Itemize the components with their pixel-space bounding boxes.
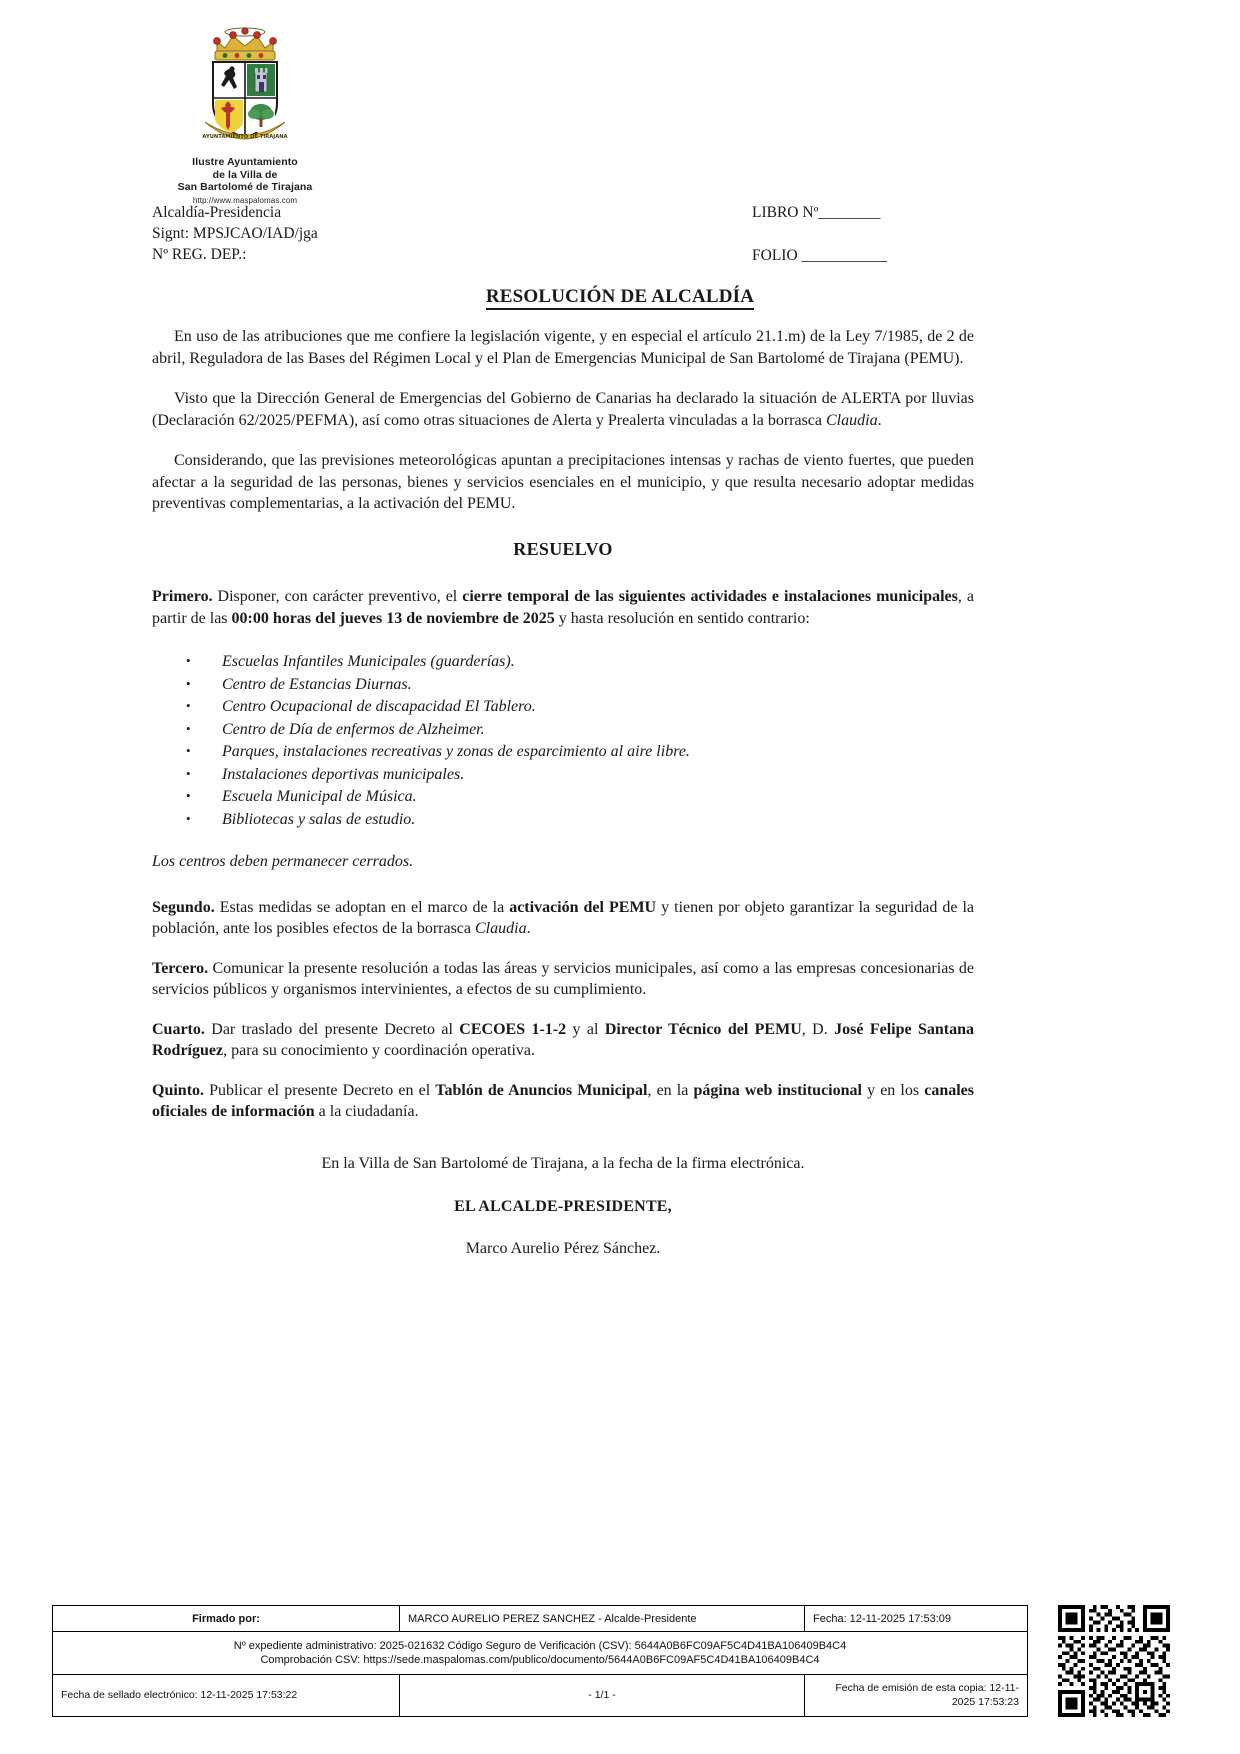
apartado-segundo (152, 897, 974, 940)
header-folio: FOLIO ___________ (752, 247, 887, 264)
header-registro: Nº REG. DEP.: (152, 246, 247, 263)
footer-emission-date: Fecha de emisión de esta copia: 12-11-2025 17:53:23 (805, 1674, 1028, 1716)
apartado-segundo-bold-1: activación del PEMU (509, 898, 657, 916)
apartado-quinto-text-a: Publicar el presente Decreto en el (204, 1081, 436, 1099)
apartado-quinto (152, 1080, 974, 1123)
list-item: • Centro de Estancias Diurnas. (186, 674, 974, 697)
footer-table (52, 1605, 1028, 1717)
borrasca-name-1: Claudia (826, 411, 878, 429)
list-item: • Escuela Municipal de Música. (186, 786, 974, 809)
footer-csv-block (53, 1632, 1028, 1674)
signature-name: Marco Aurelio Pérez Sánchez. (465, 1239, 661, 1257)
apartado-quinto-bold-1: Tablón de Anuncios Municipal (435, 1081, 648, 1099)
header-alcaldia-presidencia: Alcaldía-Presidencia (152, 204, 282, 221)
letterhead-url: http://www.maspalomas.com (192, 195, 298, 205)
footer-firmado-label: Firmado por: (53, 1606, 400, 1632)
paragraph-considerando (152, 450, 974, 515)
paragraph-alerta-text: Visto que la Dirección General de Emergencias del Gobierno de Canarias ha declarado la situación de ALERTA por lluvias (Declaración 62/2025/PEFMA), así como otras situaciones de Alerta y Prealerta vinculadas a la borrasca (152, 390, 974, 429)
apartado-primero-bold-2: 00:00 horas del jueves 13 de noviembre de 2025 (231, 609, 555, 627)
qr-code-icon[interactable] (1058, 1605, 1170, 1717)
letterhead-line-1: Ilustre Ayuntamiento (192, 156, 298, 168)
apartado-segundo-text-a: Estas medidas se adoptan en el marco de la (214, 898, 510, 916)
apartado-cuarto-bold-3: José Felipe Santana Rodríguez (152, 1020, 975, 1059)
apartado-cuarto-bold-1: CECOES 1-1-2 (459, 1020, 567, 1038)
list-item: • Instalaciones deportivas municipales. (186, 764, 974, 787)
footer-csv-line-1: Nº expediente administrativo: 2025-021632 Código Seguro de Verificación (CSV): 5644A0B6FC09AF5C4D41BA106409B4C4 (233, 1639, 847, 1652)
svg-text:AYUNTAMIENTO DE TIRAJANA: AYUNTAMIENTO DE TIRAJANA (202, 134, 288, 140)
apartado-cuarto (152, 1019, 974, 1062)
apartado-primero-text-c: y hasta resolución en sentido contrario: (554, 609, 810, 627)
apartado-cuarto-text-a: Dar traslado del presente Decreto al (204, 1020, 460, 1038)
resuelvo-heading: RESUELVO (513, 538, 613, 559)
apartado-segundo-text-b: y tienen por objeto garantizar la seguridad de la población, ante los posibles efectos de la borrasca (152, 898, 975, 937)
header-libro: LIBRO Nº________ (752, 204, 881, 221)
table-row (53, 1606, 1028, 1632)
apartado-cuarto-label: Cuarto. (152, 1020, 205, 1038)
coat-of-arms-icon (191, 22, 299, 152)
header-right-block (752, 202, 887, 266)
apartado-quinto-bold-2: página web institucional (693, 1081, 862, 1099)
footer-page-number: - 1/1 - (400, 1674, 805, 1716)
qr-code-container (1040, 1605, 1188, 1717)
list-item: • Escuelas Infantiles Municipales (guarderías). (186, 651, 974, 674)
apartado-cuarto-text-d: , para su conocimiento y coordinación operativa. (223, 1042, 535, 1059)
header-left-block (152, 202, 318, 265)
apartado-quinto-label: Quinto. (152, 1081, 205, 1099)
footer-sellado-date: Fecha de sellado electrónico: 12-11-2025 17:53:22 (53, 1674, 400, 1716)
paragraph-considerando-text: Considerando, que las previsiones meteorológicas apuntan a precipitaciones intensas y rachas de viento fuertes, que pueden afectar a la seguridad de las personas, bienes y servicios esenciales en el municipio, y que resulta necesario adoptar medidas preventivas complementarias, a la activación del PEMU. (152, 452, 974, 512)
page-title (0, 286, 1240, 308)
apartado-quinto-text-b: , en la (647, 1081, 694, 1099)
paragraph-alerta (152, 388, 974, 431)
apartado-tercero-label: Tercero. (152, 959, 209, 977)
borrasca-name-2: Claudia (475, 920, 527, 937)
apartado-quinto-bold-3: canales oficiales de información (152, 1081, 974, 1120)
signature-role: EL ALCALDE-PRESIDENTE, (454, 1198, 672, 1215)
apartado-segundo-text-c: . (526, 920, 531, 937)
apartado-cuarto-text-b: y al (566, 1020, 605, 1038)
paragraph-alerta-end: . (877, 411, 882, 429)
apartado-tercero-text-a: Comunicar la presente resolución a todas las áreas y servicios municipales, así como a las empresas concesionarias de servicios públicos y organismos intervinientes, a efectos de su cumplimiento. (152, 959, 974, 998)
page-title-text: RESOLUCIÓN DE ALCALDÍA (486, 286, 754, 310)
apartado-quinto-text-d: a la ciudadanía. (314, 1103, 419, 1120)
apartado-primero (152, 586, 974, 629)
letterhead (150, 22, 340, 206)
list-item: • Bibliotecas y salas de estudio. (186, 809, 974, 832)
apartado-primero-label: Primero. (152, 588, 213, 605)
letterhead-line-3: San Bartolomé de Tirajana (177, 181, 313, 193)
apartado-primero-text-a: Disponer, con carácter preventivo, el (212, 588, 463, 605)
apartado-cuarto-bold-2: Director Técnico del PEMU (604, 1020, 802, 1038)
signature-footer (52, 1605, 1188, 1717)
closures-list (152, 651, 974, 831)
document-body (152, 326, 974, 1259)
table-row (53, 1674, 1028, 1716)
centros-cerrados-note: Los centros deben permanecer cerrados. (152, 853, 414, 870)
footer-csv-line-2[interactable]: Comprobación CSV: https://sede.maspalomas.com/publico/documento/5644A0B6FC09AF5C4D41BA106409B4C4 (260, 1653, 820, 1666)
footer-signer-name: MARCO AURELIO PEREZ SANCHEZ - Alcalde-Presidente (400, 1606, 805, 1632)
letterhead-text (150, 156, 340, 206)
list-item: • Centro Ocupacional de discapacidad El Tablero. (186, 696, 974, 719)
apartado-cuarto-text-c: , D. (801, 1020, 835, 1038)
apartado-tercero (152, 958, 974, 1001)
list-item: • Parques, instalaciones recreativas y zonas de esparcimiento al aire libre. (186, 741, 974, 764)
table-row (53, 1632, 1028, 1674)
paragraph-atribuciones (152, 326, 974, 369)
apartado-quinto-text-c: y en los (861, 1081, 925, 1099)
closing-place-date: En la Villa de San Bartolomé de Tirajana, a la fecha de la firma electrónica. (321, 1154, 805, 1172)
apartado-primero-bold-1: cierre temporal de las siguientes actividades e instalaciones municipales (462, 588, 958, 605)
header-signatura: Signt: MPSJCAO/IAD/jga (152, 225, 318, 242)
footer-signature-date: Fecha: 12-11-2025 17:53:09 (805, 1606, 1028, 1632)
apartado-primero-text-b: , a partir de las (152, 588, 974, 627)
letterhead-line-2: de la Villa de (212, 168, 278, 181)
paragraph-atribuciones-text: En uso de las atribuciones que me confiere la legislación vigente, y en especial el artículo 21.1.m) de la Ley 7/1985, de 2 de abril, Reguladora de las Bases del Régimen Local y el Plan de Emergencias Municipal de San Bartolomé de Tirajana (PEMU). (152, 328, 974, 367)
apartado-segundo-label: Segundo. (152, 898, 215, 916)
list-item: • Centro de Día de enfermos de Alzheimer. (186, 719, 974, 742)
